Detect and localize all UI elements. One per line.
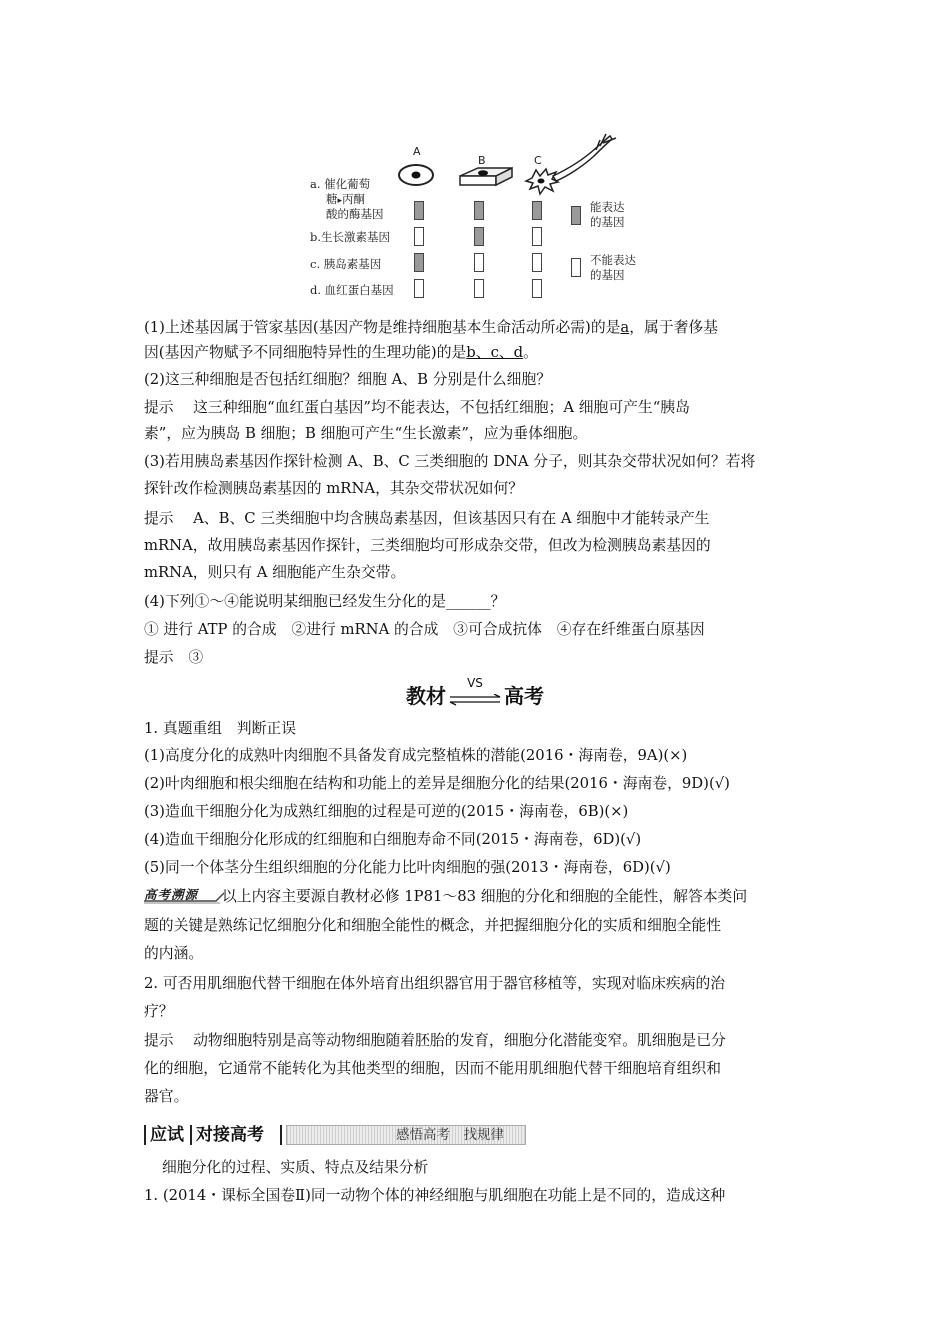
q1-answer-a: a: [620, 319, 630, 336]
expr-box-c-b: [532, 227, 542, 246]
part2-tip-line2: 化的细胞，它通常不能转化为其他类型的细胞，因而不能用肌细胞代替干细胞培育组织和: [144, 1060, 722, 1077]
final-question: 1. (2014・课标全国卷Ⅱ)同一动物个体的神经细胞与肌细胞在功能上是不同的，造成这种: [144, 1187, 726, 1204]
section-title: [0, 675, 950, 709]
gene-label-b: b.生长激素基因: [310, 230, 391, 244]
cell-label-c: C: [534, 154, 542, 167]
source-badge: [144, 885, 222, 903]
q2-tip-line2: 素”，应为胰岛 B 细胞；B 细胞可产生“生长激素”，应为垂体细胞。: [144, 425, 588, 442]
source-line1: 以上内容主要源自教材必修 1P81～83 细胞的分化和细胞的全能性，解答本类问: [222, 888, 748, 905]
q3-tip-line3: mRNA，则只有 A 细胞能产生杂交带。: [144, 564, 406, 581]
part2-tip-line3: 器官。: [144, 1088, 189, 1105]
expr-box-b-c: [474, 253, 484, 272]
expr-box-c-a: [532, 201, 542, 220]
source-line2: 题的关键是熟练记忆细胞分化和细胞全能性的概念，并把握细胞分化的实质和细胞全能性: [144, 917, 722, 934]
section-title-right: 高考: [504, 684, 544, 708]
part1-item-4: (4)造血干细胞分化形成的红细胞和白细胞寿命不同(2015・海南卷，6D)(√): [144, 831, 642, 848]
expr-box-b-d: [474, 279, 484, 298]
q1-line2: 因(基因产物赋予不同细胞特异性的生理功能)的是b、c、d。: [144, 344, 538, 361]
part1-item-3: (3)造血干细胞分化为成熟红细胞的过程是可逆的(2015・海南卷，6B)(×): [144, 803, 629, 820]
exam-bar-word1: 应试: [150, 1125, 184, 1145]
legend-expressed-line1: 能表达: [590, 200, 625, 214]
expr-box-b-a: [474, 201, 484, 220]
expr-box-a-a: [414, 201, 424, 220]
part2-tip-line1: 提示 动物细胞特别是高等动物细胞随着胚胎的发育，细胞分化潜能变窄。肌细胞是已分: [144, 1032, 726, 1049]
source-line3: 的内涵。: [144, 945, 204, 962]
expr-box-a-d: [414, 279, 424, 298]
vs-arrow-icon: [448, 675, 502, 708]
gene-label-a-line1: a. 催化葡萄: [310, 177, 371, 191]
part1-item-1: (1)高度分化的成熟叶肉细胞不具备发育成完整植株的潜能(2016・海南卷，9A)(×): [144, 747, 688, 764]
gene-label-d: d. 血红蛋白基因: [310, 283, 394, 297]
topic-line: 细胞分化的过程、实质、特点及结果分析: [162, 1159, 429, 1176]
part2-question-line1: 2. 可否用肌细胞代替干细胞在体外培育出组织器官用于器官移植等，实现对临床疾病的治: [144, 975, 726, 992]
cell-b-icon: [460, 168, 512, 185]
gene-expression-figure: [300, 126, 670, 306]
q4-question: (4)下列①～④能说明某细胞已经发生分化的是______？: [144, 593, 506, 610]
expr-box-a-b: [414, 227, 424, 246]
legend-not-expressed-line1: 不能表达: [590, 253, 636, 267]
q3-tip-line1: 提示 A、B、C 三类细胞中均含胰岛素基因，但该基因只有在 A 细胞中才能转录产生: [144, 510, 710, 527]
part2-question-line2: 疗？: [144, 1003, 174, 1020]
legend-not-expressed-line2: 的基因: [590, 268, 625, 282]
expr-box-c-d: [532, 279, 542, 298]
q3-question-line2: 探针改作检测胰岛素基因的 mRNA，其杂交带状况如何？: [144, 480, 524, 497]
q3-tip-line2: mRNA，故用胰岛素基因作探针，三类细胞均可形成杂交带，但改为检测胰岛素基因的: [144, 537, 711, 554]
cell-label-a: A: [413, 145, 421, 158]
q1-line1: (1)上述基因属于管家基因(基因产物是维持细胞基本生命活动所必需)的是a，属于奢侈基: [144, 319, 719, 336]
legend-expressed-swatch: [571, 206, 581, 225]
exam-bar-word2: 对接高考: [196, 1125, 264, 1145]
expr-box-c-c: [532, 253, 542, 272]
exam-section-bar: [144, 1122, 524, 1148]
gene-label-a-line2: 糖▸丙酮: [326, 192, 366, 206]
q1-answer-bcd: b、c、d: [466, 344, 524, 361]
q4-options: ① 进行 ATP 的合成 ②进行 mRNA 的合成 ③可合成抗体 ④存在纤维蛋白原基因: [144, 621, 705, 638]
expr-box-b-b: [474, 227, 484, 246]
exam-bar-subtitle: 感悟高考 找规律: [396, 1127, 504, 1143]
part1-item-2: (2)叶肉细胞和根尖细胞在结构和功能上的差异是细胞分化的结果(2016・海南卷，9D)(√): [144, 775, 730, 792]
vs-label: VS: [467, 675, 483, 690]
gene-label-c: c. 胰岛素基因: [310, 257, 382, 271]
q4-tip: 提示 ③: [144, 649, 204, 666]
part1-heading: 1. 真题重组 判断正误: [144, 720, 296, 737]
cell-a-icon: [399, 165, 433, 185]
cell-label-b: B: [478, 154, 486, 167]
q2-tip-line1: 提示 这三种细胞“血红蛋白基因”均不能表达，不包括红细胞；A 细胞可产生“胰岛: [144, 399, 690, 416]
section-title-left: 教材: [406, 684, 446, 708]
q2-question: (2)这三种细胞是否包括红细胞？细胞 A、B 分别是什么细胞？: [144, 371, 552, 388]
legend-expressed-line2: 的基因: [590, 215, 625, 229]
source-badge-label: 高考溯源: [144, 887, 199, 902]
q3-question-line1: (3)若用胰岛素基因作探针检测 A、B、C 三类细胞的 DNA 分子，则其杂交带状况如何？若将: [144, 453, 756, 470]
legend-not-expressed-swatch: [571, 258, 581, 277]
cell-c-icon: [526, 134, 616, 194]
expr-box-a-c: [414, 253, 424, 272]
part1-item-5: (5)同一个体茎分生组织细胞的分化能力比叶肉细胞的强(2013・海南卷，6D)(√): [144, 859, 671, 876]
gene-label-a-line3: 酸的酶基因: [326, 207, 384, 221]
